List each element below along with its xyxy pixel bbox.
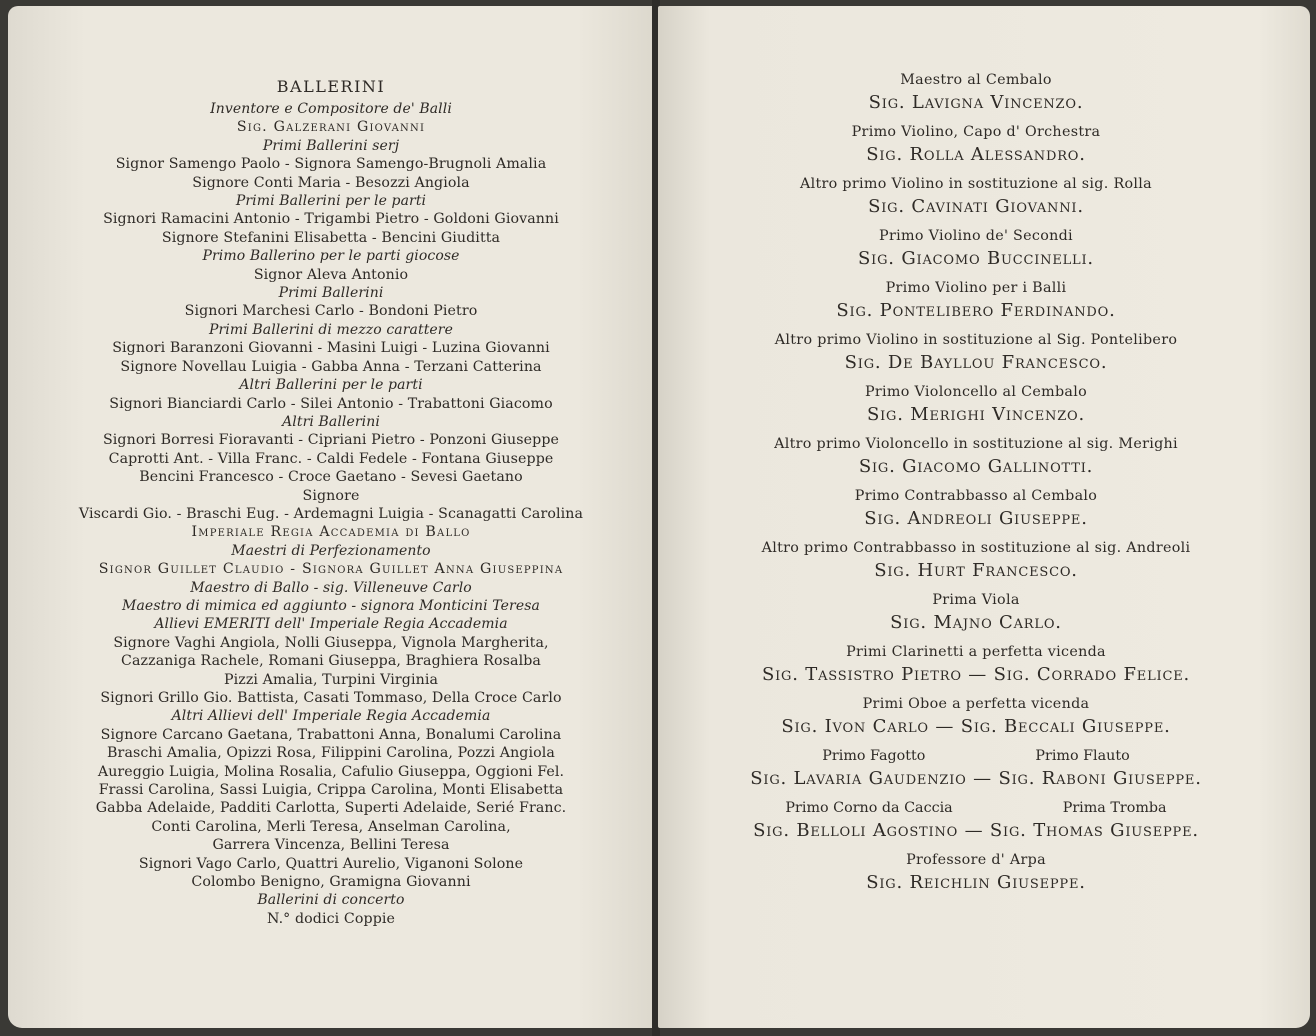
role-pair: [658, 798, 1302, 818]
musician-name: Sig. Andreoli Giuseppe.: [864, 508, 1088, 529]
musician-name: Sig. Giacomo Gallinotti.: [858, 456, 1094, 477]
text-line: Signore: [302, 487, 360, 504]
role-pair: [658, 746, 1302, 766]
text-line: Signori Vago Carlo, Quattri Aurelio, Viganoni Solone: [138, 855, 524, 872]
musician-name: Sig. Majno Carlo.: [890, 612, 1062, 633]
section-subtitle: Primi Ballerini di mezzo carattere: [208, 321, 453, 338]
text-line: Aureggio Luigia, Molina Rosalia, Cafulio Giuseppa, Oggioni Fel.: [97, 763, 565, 780]
text-line: Colombo Benigno, Gramigna Giovanni: [191, 874, 471, 891]
text-line: Signor Samengo Paolo - Signora Samengo-Brugnoli Amalia: [115, 156, 547, 173]
text-line: Garrera Vincenza, Bellini Teresa: [212, 837, 450, 854]
text-line: Signori Ramacini Antonio - Trigambi Pietro - Goldoni Giovanni: [103, 211, 559, 228]
text-line: Conti Carolina, Merli Teresa, Anselman Carolina,: [151, 818, 511, 835]
text-line: N.° dodici Coppie: [266, 910, 396, 927]
text-line: Pizzi Amalia, Turpini Virginia: [223, 671, 439, 688]
text-line: Signor Aleva Antonio: [253, 266, 409, 283]
musician-name: Sig. Belloli Agostino — Sig. Thomas Giuseppe.: [753, 820, 1199, 841]
role-title: Primi Clarinetti a perfetta vicenda: [846, 644, 1106, 660]
ballerini-column: [8, 76, 654, 928]
role-title: Professore d' Arpa: [906, 852, 1046, 868]
musician-name: Sig. Giacomo Buccinelli.: [858, 248, 1094, 269]
text-line: Signori Baranzoni Giovanni - Masini Luigi - Luzina Giovanni: [112, 340, 550, 357]
role-title: Altro primo Violino in sostituzione al Sig. Pontelibero: [774, 332, 1178, 348]
role-title: Altro primo Violoncello in sostituzione al sig. Merighi: [774, 436, 1178, 452]
section-subtitle: Maestro di mimica ed aggiunto - signora Monticini Teresa: [122, 597, 540, 614]
text-line: Caprotti Ant. - Villa Franc. - Caldi Fedele - Fontana Giuseppe: [108, 450, 554, 467]
musician-name: Sig. Tassistro Pietro — Sig. Corrado Felice.: [761, 664, 1191, 685]
musician-name: Sig. Pontelibero Ferdinando.: [836, 300, 1116, 321]
section-heading: BALLERINI: [276, 77, 386, 96]
orchestra-column: [658, 70, 1302, 902]
section-subtitle: Inventore e Compositore de' Balli: [210, 101, 452, 117]
text-line: Braschi Amalia, Opizzi Rosa, Filippini Carolina, Pozzi Angiola: [107, 745, 555, 762]
section-subtitle: Altri Ballerini: [282, 413, 380, 430]
text-line: Bencini Francesco - Croce Gaetano - Sevesi Gaetano: [139, 469, 523, 486]
role-title: Altro primo Violino in sostituzione al sig. Rolla: [800, 176, 1152, 192]
musician-name: Sig. Hurt Francesco.: [874, 560, 1078, 581]
role-title: Primo Contrabbasso al Cembalo: [854, 488, 1098, 504]
role-title: Altro primo Contrabbasso in sostituzione al sig. Andreoli: [761, 540, 1191, 556]
section-subtitle: Ballerini di concerto: [257, 892, 405, 909]
section-subtitle: Primi Ballerini: [278, 285, 384, 302]
role-title: Primo Violoncello al Cembalo: [865, 384, 1087, 400]
role-title: Prima Viola: [932, 592, 1020, 608]
section-subtitle: Altri Allievi dell' Imperiale Regia Accademia: [171, 708, 491, 725]
left-page: [8, 6, 654, 1028]
musician-name: Sig. Ivon Carlo — Sig. Beccali Giuseppe.: [781, 716, 1171, 737]
section-subtitle: Primi Ballerini per le parti: [235, 193, 427, 210]
section-subtitle: Allievi EMERITI dell' Imperiale Regia Accademia: [154, 616, 508, 633]
musician-name: Sig. Lavaria Gaudenzio — Sig. Raboni Giuseppe.: [750, 768, 1202, 789]
text-line: Signori Bianciardi Carlo - Silei Antonio - Trabattoni Giacomo: [109, 395, 553, 412]
role-title: Maestro al Cembalo: [900, 72, 1052, 88]
role-title: Primo Violino per i Balli: [885, 280, 1067, 296]
musician-name: Sig. Lavigna Vincenzo.: [868, 92, 1084, 113]
role-title: Primo Violino, Capo d' Orchestra: [851, 124, 1101, 140]
text-line: Signori Grillo Gio. Battista, Casati Tommaso, Della Croce Carlo: [100, 690, 562, 706]
text-line: Signore Stefanini Elisabetta - Bencini Giuditta: [161, 229, 501, 246]
role-title: Prima Tromba: [1062, 800, 1167, 816]
musician-name: Sig. Rolla Alessandro.: [866, 144, 1086, 165]
text-line: Gabba Adelaide, Padditi Carlotta, Superti Adelaide, Serié Franc.: [95, 800, 567, 817]
text-line: Viscardi Gio. - Braschi Eug. - Ardemagni Luigia - Scanagatti Carolina: [78, 505, 584, 522]
text-line: Signore Conti Maria - Besozzi Angiola: [192, 174, 470, 191]
text-line: Sig. Galzerani Giovanni: [236, 119, 426, 136]
role-title: Primo Violino de' Secondi: [879, 228, 1073, 244]
section-subtitle: Primo Ballerino per le parti giocose: [202, 248, 460, 265]
section-subtitle: Maestro di Ballo - sig. Villeneuve Carlo: [190, 579, 472, 596]
musician-name: Sig. Cavinati Giovanni.: [868, 196, 1084, 217]
text-line: Imperiale Regia Accademia di Ballo: [191, 524, 471, 541]
section-subtitle: Maestri di Perfezionamento: [231, 542, 431, 559]
musician-name: Sig. Reichlin Giuseppe.: [866, 872, 1086, 893]
text-line: Frassi Carolina, Sassi Luigia, Crippa Carolina, Monti Elisabetta: [98, 782, 564, 799]
text-line: Signore Carcano Gaetana, Trabattoni Anna, Bonalumi Carolina: [100, 726, 562, 743]
section-subtitle: Primi Ballerini serj: [262, 137, 400, 154]
role-title: Primo Fagotto: [822, 748, 926, 764]
text-line: Signori Marchesi Carlo - Bondoni Pietro: [184, 303, 478, 320]
section-subtitle: Altri Ballerini per le parti: [239, 377, 423, 394]
musician-name: Sig. De Bayllou Francesco.: [844, 352, 1108, 373]
text-line: Signor Guillet Claudio - Signora Guillet Anna Giuseppina: [98, 561, 564, 578]
role-title: Primo Corno da Caccia: [785, 800, 953, 816]
role-title: Primi Oboe a perfetta vicenda: [862, 696, 1090, 712]
text-line: Signori Borresi Fioravanti - Cipriani Pietro - Ponzoni Giuseppe: [102, 432, 560, 449]
role-title: Primo Flauto: [1035, 748, 1130, 764]
text-line: Signore Vaghi Angiola, Nolli Giuseppa, Vignola Margherita,: [113, 634, 549, 651]
text-line: Signore Novellau Luigia - Gabba Anna - Terzani Catterina: [120, 358, 542, 375]
musician-name: Sig. Merighi Vincenzo.: [866, 404, 1086, 425]
text-line: Cazzaniga Rachele, Romani Giuseppa, Braghiera Rosalba: [121, 653, 541, 670]
right-page: [658, 6, 1310, 1028]
